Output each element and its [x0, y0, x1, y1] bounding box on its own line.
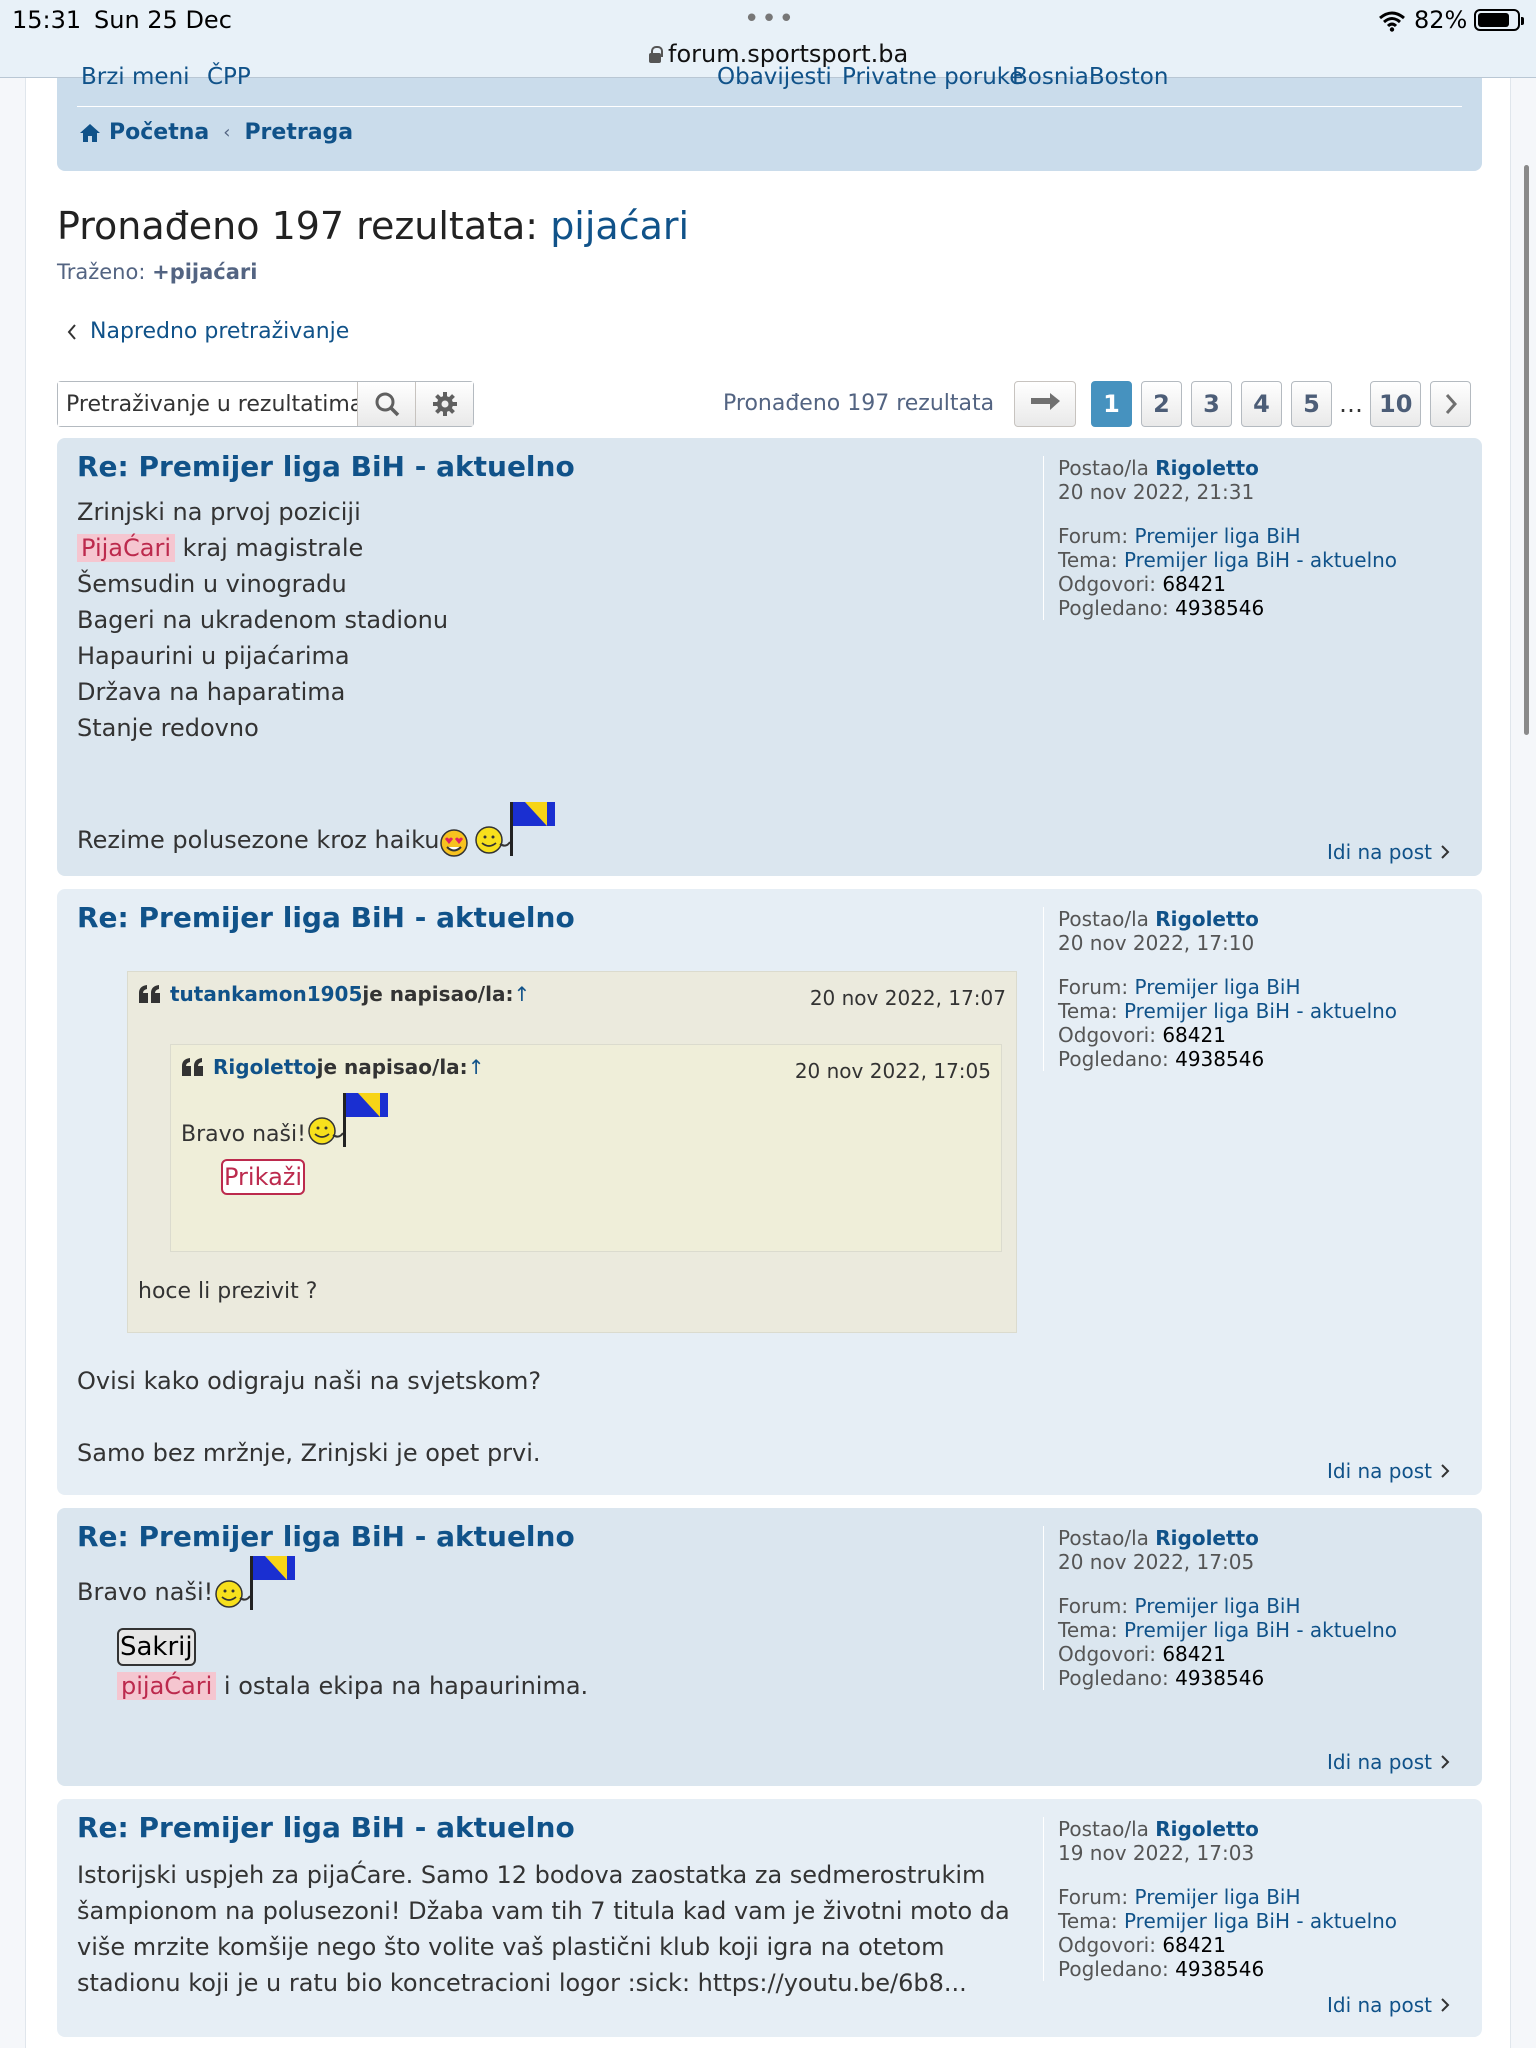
topic-link[interactable]: Premijer liga BiH - aktuelno — [1123, 548, 1398, 572]
battery-icon — [1474, 9, 1520, 31]
replies-label: Odgovori: — [1058, 1023, 1163, 1047]
quote-jump-arrow[interactable]: ↑ — [513, 982, 531, 1006]
page-3[interactable]: 3 — [1191, 381, 1232, 427]
searched-term: +pijaćari — [152, 260, 258, 284]
heart-eyes-emoji-icon — [439, 828, 469, 858]
forum-link[interactable]: Premijer liga BiH — [1134, 524, 1301, 548]
post-content — [117, 1668, 588, 1704]
quote-header — [181, 1055, 484, 1079]
spoiler-show-button[interactable]: Prikaži — [221, 1159, 305, 1195]
line-gap — [77, 746, 557, 800]
bosnia-flag-smiley-icon — [306, 1091, 390, 1149]
go-to-post-label: Idi na post — [1327, 840, 1432, 864]
search-result-post — [57, 1508, 1482, 1786]
post-meta — [1043, 907, 1397, 1071]
search-result-post — [57, 438, 1482, 876]
chevron-right-icon — [1440, 1997, 1450, 2013]
views-count: 4938546 — [1175, 1957, 1265, 1981]
post-line — [77, 800, 557, 858]
author-link[interactable]: Rigoletto — [1155, 907, 1259, 931]
forum-link[interactable]: Premijer liga BiH — [1134, 1885, 1301, 1909]
search-within-results — [57, 381, 474, 427]
replies-label: Odgovori: — [1058, 572, 1163, 596]
replies-label: Odgovori: — [1058, 1642, 1163, 1666]
search-result-post — [57, 889, 1482, 1495]
quote-text: hoce li prezivit ? — [138, 1279, 318, 1304]
status-date: Sun 25 Dec — [94, 6, 232, 34]
chevron-right-icon — [1440, 1754, 1450, 1770]
forum-label: Forum: — [1058, 975, 1135, 999]
page-1[interactable]: 1 — [1091, 381, 1132, 427]
post-date: 20 nov 2022, 21:31 — [1058, 480, 1255, 504]
post-line — [77, 530, 557, 566]
views-count: 4938546 — [1175, 1047, 1265, 1071]
post-line: Ovisi kako odigraju naši na svjetskom? — [77, 1367, 542, 1395]
forum-label: Forum: — [1058, 524, 1135, 548]
bosnia-flag-smiley-icon — [473, 800, 557, 858]
chevron-right-icon — [1440, 1463, 1450, 1479]
quote-date: 20 nov 2022, 17:05 — [794, 1059, 991, 1083]
search-highlight: PijaĆari — [77, 534, 175, 562]
views-count: 4938546 — [1175, 596, 1265, 620]
quote-jump-arrow[interactable]: ↑ — [467, 1055, 485, 1079]
breadcrumb — [79, 120, 353, 145]
forum-link[interactable]: Premijer liga BiH — [1134, 975, 1301, 999]
pagination — [1091, 381, 1471, 427]
chevron-right-icon — [1440, 844, 1450, 860]
post-line: Bageri na ukradenom stadionu — [77, 606, 449, 634]
notifications-link[interactable]: Obavijesti — [717, 64, 832, 90]
page-5[interactable]: 5 — [1291, 381, 1332, 427]
forum-label: Forum: — [1058, 1885, 1135, 1909]
home-icon — [79, 123, 101, 143]
status-time: 15:31 — [12, 6, 82, 34]
author-link[interactable]: Rigoletto — [1155, 456, 1259, 480]
share-button[interactable] — [1014, 381, 1076, 427]
post-line: šampionom na polusezoni! Džaba vam tih 7 titula kad vam je životni moto da — [77, 1897, 1010, 1925]
post-content — [77, 494, 557, 858]
post-title[interactable]: Re: Premijer liga BiH - aktuelno — [77, 450, 575, 483]
search-icon — [374, 391, 400, 417]
wifi-icon — [1378, 10, 1406, 32]
post-content — [77, 1554, 297, 1612]
quote-icon — [181, 1057, 205, 1077]
topic-label: Tema: — [1058, 1909, 1124, 1933]
battery-percent: 82% — [1414, 6, 1468, 34]
go-to-post-link[interactable] — [1327, 1750, 1450, 1774]
author-label: Postao/la — [1058, 456, 1156, 480]
post-line: stadionu koji je u ratu bio koncetracioni logor :sick: https://youtu.be/6b8... — [77, 1969, 967, 1997]
address-url: forum.sportsport.ba — [668, 40, 909, 68]
results-count: Pronađeno 197 rezultata — [723, 391, 995, 416]
author-label: Postao/la — [1058, 1526, 1156, 1550]
views-label: Pogledano: — [1058, 1957, 1176, 1981]
post-content — [77, 1363, 541, 1471]
spoiler-hide-button[interactable]: Sakrij — [117, 1628, 196, 1666]
replies-count: 68421 — [1162, 1023, 1226, 1047]
quote-icon — [138, 984, 162, 1004]
go-to-post-label: Idi na post — [1327, 1750, 1432, 1774]
author-label: Postao/la — [1058, 1817, 1156, 1841]
nav-top-links — [57, 64, 1482, 108]
private-messages-link[interactable]: Privatne poruke — [842, 64, 1024, 90]
page-title-prefix: Pronađeno 197 rezultata: — [57, 204, 551, 248]
post-line: Stanje redovno — [77, 714, 259, 742]
advanced-search-button[interactable] — [415, 382, 473, 426]
searched-label: Traženo: — [57, 260, 153, 284]
post-meta — [1043, 1526, 1397, 1690]
advanced-search-link[interactable] — [66, 319, 349, 344]
search-result-post — [57, 1799, 1482, 2037]
go-to-post-label: Idi na post — [1327, 1459, 1432, 1483]
more-dots-icon[interactable]: ••• — [744, 4, 797, 34]
post-line: Zrinjski na prvoj poziciji — [77, 498, 361, 526]
post-meta — [1043, 456, 1397, 620]
quote-header — [138, 982, 530, 1006]
post-line: Šemsudin u vinogradu — [77, 570, 347, 598]
quote-block — [127, 971, 1017, 1333]
post-line-text: kraj magistrale — [175, 534, 364, 562]
topic-label: Tema: — [1058, 999, 1124, 1023]
nested-quote-block — [170, 1044, 1002, 1252]
navbar — [57, 64, 1482, 171]
page-4[interactable]: 4 — [1241, 381, 1282, 427]
search-highlight: pijaĆari — [117, 1672, 216, 1700]
page-2[interactable]: 2 — [1141, 381, 1182, 427]
page-ellipsis: … — [1339, 390, 1363, 418]
quote-wrote: je napisao/la: — [316, 1055, 468, 1079]
page-title — [57, 204, 689, 248]
views-label: Pogledano: — [1058, 1047, 1176, 1071]
post-line: Samo bez mržnje, Zrinjski je opet prvi. — [77, 1439, 541, 1467]
author-label: Postao/la — [1058, 907, 1156, 931]
post-line: Istorijski uspjeh za pijaĆare. Samo 12 bodova zaostatka za sedmerostrukim — [77, 1861, 986, 1889]
scrollbar[interactable] — [1524, 165, 1529, 735]
breadcrumb-home[interactable]: Početna — [109, 120, 210, 145]
bosnia-flag-smiley-icon — [213, 1554, 297, 1612]
post-line: Hapaurini u pijaćarima — [77, 642, 350, 670]
topic-link[interactable]: Premijer liga BiH - aktuelno — [1123, 999, 1398, 1023]
go-to-post-link[interactable] — [1327, 840, 1450, 864]
chevron-right-icon — [1444, 393, 1458, 415]
quote-wrote: je napisao/la: — [362, 982, 514, 1006]
views-label: Pogledano: — [1058, 596, 1176, 620]
quote-user-link[interactable]: Rigoletto — [213, 1055, 317, 1079]
page-last[interactable]: 10 — [1370, 381, 1421, 427]
views-count: 4938546 — [1175, 1666, 1265, 1690]
post-line-text: Rezime polusezone kroz haiku — [77, 826, 440, 854]
breadcrumb-search[interactable]: Pretraga — [244, 120, 354, 145]
topic-link[interactable]: Premijer liga BiH - aktuelno — [1123, 1618, 1398, 1642]
post-title[interactable]: Re: Premijer liga BiH - aktuelno — [77, 1520, 575, 1553]
lock-icon — [648, 45, 662, 63]
chevron-left-icon — [66, 323, 78, 341]
search-within-input[interactable] — [58, 382, 357, 426]
post-line-text: i ostala ekipa na hapaurinima. — [216, 1672, 589, 1700]
views-label: Pogledano: — [1058, 1666, 1176, 1690]
author-link[interactable]: Rigoletto — [1155, 1817, 1259, 1841]
faq-link[interactable]: ČPP — [207, 64, 251, 90]
quote-text-content: Bravo naši! — [181, 1122, 306, 1147]
post-title[interactable]: Re: Premijer liga BiH - aktuelno — [77, 1811, 575, 1844]
replies-count: 68421 — [1162, 572, 1226, 596]
breadcrumb-separator-icon: ‹ — [223, 122, 231, 143]
replies-count: 68421 — [1162, 1933, 1226, 1957]
user-menu[interactable]: BosniaBoston — [1012, 64, 1169, 90]
advanced-search-label: Napredno pretraživanje — [90, 319, 350, 344]
go-to-post-link[interactable] — [1327, 1459, 1450, 1483]
author-link[interactable]: Rigoletto — [1155, 1526, 1259, 1550]
quote-user-link[interactable]: tutankamon1905 — [170, 982, 363, 1006]
gear-icon — [432, 391, 458, 417]
post-line: Bravo naši! — [77, 1578, 214, 1606]
post-line: Država na haparatima — [77, 678, 346, 706]
post-date: 20 nov 2022, 17:05 — [1058, 1550, 1255, 1574]
forum-link[interactable]: Premijer liga BiH — [1134, 1594, 1301, 1618]
battery-fill — [1478, 13, 1509, 27]
nav-divider — [77, 106, 1462, 107]
quick-menu-link[interactable]: Brzi meni — [81, 64, 190, 90]
topic-label: Tema: — [1058, 548, 1124, 572]
post-date: 20 nov 2022, 17:10 — [1058, 931, 1255, 955]
next-page-button[interactable] — [1430, 381, 1471, 427]
replies-label: Odgovori: — [1058, 1933, 1163, 1957]
forum-label: Forum: — [1058, 1594, 1135, 1618]
post-title[interactable]: Re: Premijer liga BiH - aktuelno — [77, 901, 575, 934]
quote-date: 20 nov 2022, 17:07 — [809, 986, 1006, 1010]
go-to-post-label: Idi na post — [1327, 1993, 1432, 2017]
search-button[interactable] — [357, 382, 415, 426]
post-content — [77, 1857, 1010, 2001]
post-meta — [1043, 1817, 1397, 1981]
share-arrow-icon — [1028, 392, 1062, 416]
topic-link[interactable]: Premijer liga BiH - aktuelno — [1123, 1909, 1398, 1933]
topic-label: Tema: — [1058, 1618, 1124, 1642]
post-date: 19 nov 2022, 17:03 — [1058, 1841, 1255, 1865]
post-line: više mrzite komšije nego što volite vaš plastični klub koji igra na otetom — [77, 1933, 945, 1961]
go-to-post-link[interactable] — [1327, 1993, 1450, 2017]
page-wrapper — [25, 64, 1511, 2048]
searched-terms — [57, 260, 257, 284]
page-title-keyword[interactable]: pijaćari — [550, 204, 690, 248]
quote-text — [181, 1091, 390, 1149]
replies-count: 68421 — [1162, 1642, 1226, 1666]
